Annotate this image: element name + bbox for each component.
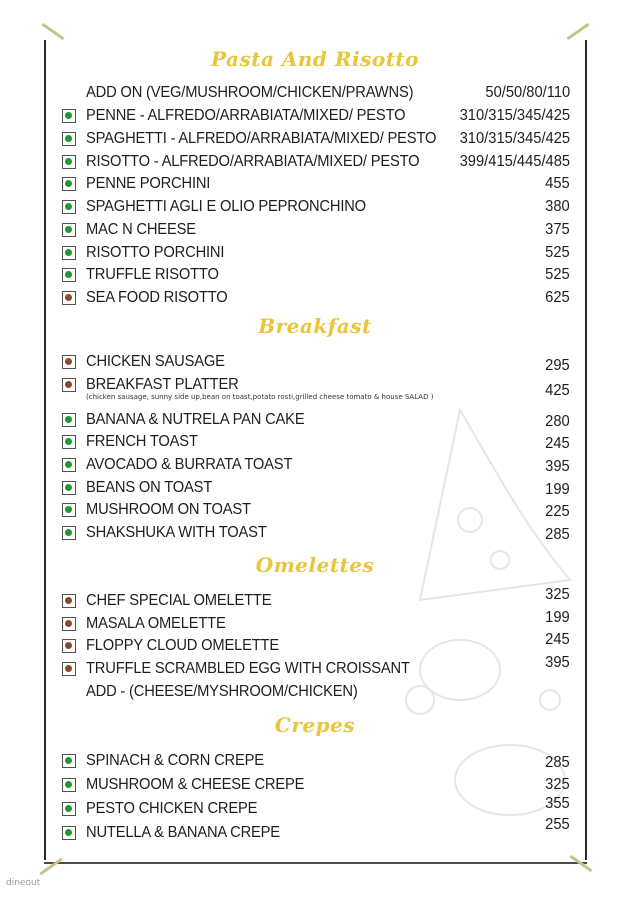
item-name: SPAGHETTI - ALFREDO/ARRABIATA/MIXED/ PESTO <box>86 130 437 147</box>
menu-item <box>62 631 574 658</box>
item-price: 245 <box>545 435 570 452</box>
item-name: BANANA & NUTRELA PAN CAKE <box>86 411 305 428</box>
menu-item <box>62 500 574 522</box>
item-name: ADD ON (VEG/MUSHROOM/CHICKEN/PRAWNS) <box>86 84 414 101</box>
page-border-right <box>585 40 587 860</box>
item-name: PESTO CHICKEN CREPE <box>86 800 258 817</box>
item-name: MUSHROOM & CHEESE CREPE <box>86 776 305 793</box>
veg-indicator-icon <box>62 802 76 816</box>
menu-item <box>62 609 574 636</box>
veg-indicator-icon <box>62 246 76 260</box>
menu-item <box>62 455 574 477</box>
menu-item <box>62 106 574 128</box>
item-price: 395 <box>545 654 570 671</box>
item-name: MASALA OMELETTE <box>86 615 226 632</box>
item-price: 525 <box>545 266 570 283</box>
item-price: 325 <box>545 776 570 793</box>
veg-indicator-icon <box>62 109 76 123</box>
item-price: 310/315/345/425 <box>459 130 570 147</box>
menu-item <box>62 152 574 174</box>
item-price: 425 <box>545 382 570 399</box>
menu-item <box>62 523 574 545</box>
item-price: 285 <box>545 526 570 543</box>
item-name: PENNE PORCHINI <box>86 175 211 192</box>
veg-indicator-icon <box>62 526 76 540</box>
item-name: SPINACH & CORN CREPE <box>86 752 264 769</box>
item-name: AVOCADO & BURRATA TOAST <box>86 456 293 473</box>
item-name: MUSHROOM ON TOAST <box>86 501 251 518</box>
veg-indicator-icon <box>62 826 76 840</box>
nonveg-indicator-icon <box>62 617 76 631</box>
item-name: NUTELLA & BANANA CREPE <box>86 824 280 841</box>
veg-indicator-icon <box>62 200 76 214</box>
nonveg-indicator-icon <box>62 639 76 653</box>
item-price: 625 <box>545 289 570 306</box>
item-price: 375 <box>545 221 570 238</box>
nonveg-indicator-icon <box>62 662 76 676</box>
menu-item <box>62 682 574 704</box>
item-name: SEA FOOD RISOTTO <box>86 289 228 306</box>
veg-indicator-icon <box>62 458 76 472</box>
item-price: 395 <box>545 458 570 475</box>
menu-item <box>62 654 574 681</box>
item-price: 255 <box>545 816 570 833</box>
page-border-bottom <box>44 862 587 864</box>
page-border-left <box>44 40 46 860</box>
item-name: SHAKSHUKA WITH TOAST <box>86 524 267 541</box>
veg-indicator-icon <box>62 132 76 146</box>
item-price: 199 <box>545 481 570 498</box>
veg-indicator-icon <box>62 435 76 449</box>
section-title: Breakfast <box>258 314 372 338</box>
item-name: FLOPPY CLOUD OMELETTE <box>86 637 279 654</box>
item-price: 525 <box>545 244 570 261</box>
item-name: RISOTTO PORCHINI <box>86 244 225 261</box>
item-price: 199 <box>545 609 570 626</box>
item-price: 225 <box>545 503 570 520</box>
veg-indicator-icon <box>62 155 76 169</box>
menu-item <box>62 243 574 265</box>
menu-item <box>62 83 574 105</box>
nonveg-indicator-icon <box>62 355 76 369</box>
menu-item <box>62 410 574 432</box>
nonveg-indicator-icon <box>62 594 76 608</box>
item-price: 355 <box>545 795 570 812</box>
item-price: 245 <box>545 631 570 648</box>
item-name: PENNE - ALFREDO/ARRABIATA/MIXED/ PESTO <box>86 107 406 124</box>
menu-item <box>62 352 574 374</box>
menu-item <box>62 432 574 454</box>
item-description: (chicken sausage, sunny side up,bean on toast,potato rosti,grilled cheese tomato & house SALAD ) <box>86 393 434 401</box>
veg-indicator-icon <box>62 503 76 517</box>
item-name: SPAGHETTI AGLI E OLIO PEPRONCHINO <box>86 198 366 215</box>
veg-indicator-icon <box>62 481 76 495</box>
menu-item <box>62 775 574 797</box>
veg-indicator-icon <box>62 778 76 792</box>
menu-item <box>62 174 574 196</box>
item-name: TRUFFLE SCRAMBLED EGG WITH CROISSANT <box>86 660 410 677</box>
item-price: 399/415/445/485 <box>459 153 570 170</box>
veg-indicator-icon <box>62 177 76 191</box>
item-price: 295 <box>545 357 570 374</box>
menu-item <box>62 129 574 151</box>
menu-item <box>62 375 574 401</box>
nonveg-indicator-icon <box>62 378 76 392</box>
item-price: 285 <box>545 754 570 771</box>
menu-item <box>62 265 574 287</box>
menu-item <box>62 795 574 821</box>
item-price: 325 <box>545 586 570 603</box>
veg-indicator-icon <box>62 754 76 768</box>
item-name: CHEF SPECIAL OMELETTE <box>86 592 272 609</box>
item-name: CHICKEN SAUSAGE <box>86 353 225 370</box>
menu-item <box>62 220 574 242</box>
item-name: TRUFFLE RISOTTO <box>86 266 219 283</box>
item-name: MAC N CHEESE <box>86 221 196 238</box>
item-price: 280 <box>545 413 570 430</box>
menu-item <box>62 586 574 613</box>
menu-item <box>62 288 574 310</box>
item-name: RISOTTO - ALFREDO/ARRABIATA/MIXED/ PESTO <box>86 153 420 170</box>
veg-indicator-icon <box>62 223 76 237</box>
item-name: FRENCH TOAST <box>86 433 198 450</box>
veg-indicator-icon <box>62 268 76 282</box>
item-name: BREAKFAST PLATTER <box>86 376 239 393</box>
item-name: BEANS ON TOAST <box>86 479 213 496</box>
item-price: 50/50/80/110 <box>485 84 570 101</box>
veg-indicator-icon <box>62 413 76 427</box>
section-title: Crepes <box>274 713 356 737</box>
item-price: 455 <box>545 175 570 192</box>
section-title: Omelettes <box>255 553 375 577</box>
item-price: 310/315/345/425 <box>459 107 570 124</box>
menu-item <box>62 478 574 500</box>
menu-item <box>62 751 574 773</box>
item-price: 380 <box>545 198 570 215</box>
item-name: ADD - (CHEESE/MYSHROOM/CHICKEN) <box>86 683 358 700</box>
menu-item <box>62 197 574 219</box>
nonveg-indicator-icon <box>62 291 76 305</box>
section-title: Pasta And Risotto <box>210 47 420 71</box>
menu-item <box>62 816 574 845</box>
watermark: dineout <box>6 878 41 888</box>
